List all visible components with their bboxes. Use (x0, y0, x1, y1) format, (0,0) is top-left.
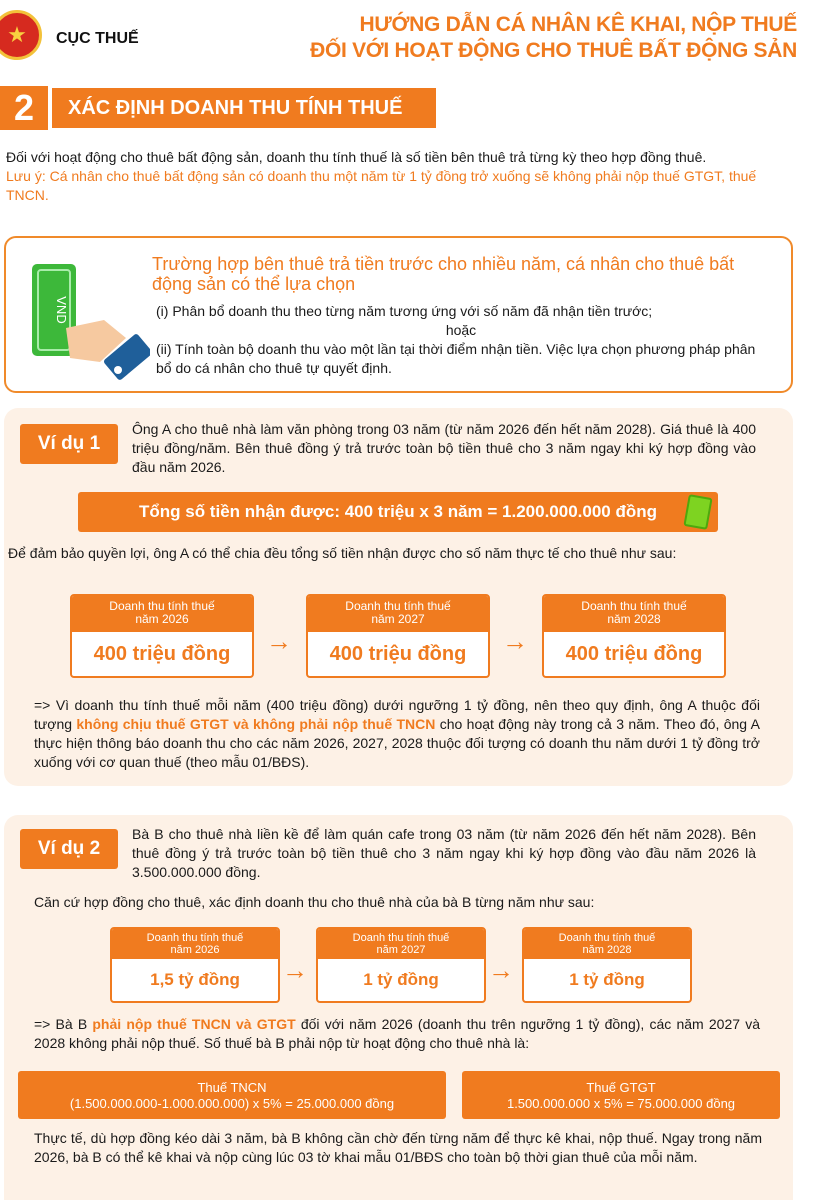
section-number: 2 (0, 86, 48, 130)
gtgt-tax-calc: 1.500.000.000 x 5% = 75.000.000 đồng (506, 1096, 736, 1111)
tncn-tax-calc: (1.500.000.000-1.000.000.000) x 5% = 25.000.000 đồng (69, 1096, 395, 1111)
option-2: (ii) Tính toàn bộ doanh thu vào một lần tại thời điểm nhận tiền. Việc lựa chọn phương pháp phân bổ do cá nhân cho thuê tự quyết định. (156, 341, 756, 376)
year-card-2028 (542, 594, 726, 678)
case-options (156, 302, 766, 378)
national-emblem-icon: ★ (0, 10, 42, 60)
year-card-2026 (110, 927, 280, 1003)
prepayment-case-box (4, 236, 793, 393)
svg-text:VND: VND (54, 296, 69, 324)
cash-hand-icon (30, 258, 150, 388)
year-card-value: 400 triệu đồng (329, 643, 467, 665)
year-card-value: 1 tỷ đồng (363, 970, 439, 989)
title-line-1: HƯỚNG DẪN CÁ NHÂN KÊ KHAI, NỘP THUẾ (359, 13, 797, 36)
year-card-header: Doanh thu tính thuế năm 2027 (308, 596, 488, 632)
year-card-value: 400 triệu đồng (565, 643, 703, 665)
example-1-lead: Để đảm bảo quyền lợi, ông A có thể chia đều tổng số tiền nhận được cho số năm thực tế cho thuê như sau: (8, 545, 677, 561)
arrow-right-icon: → (266, 626, 292, 656)
option-or: hoặc (445, 322, 477, 338)
arrow-right-icon: → (282, 955, 308, 985)
arrow-right-icon: → (502, 626, 528, 656)
example-2-final-note: Thực tế, dù hợp đồng kéo dài 3 năm, bà B không cần chờ đến từng năm để thực kê khai, nộp thuế. Ngay trong năm 2026, bà B có thể kê khai và nộp cùng lúc 03 tờ khai mẫu 01/BĐS cho toàn bộ thời gian thuê của mỗi năm. (34, 1130, 762, 1165)
tncn-tax-card (18, 1071, 446, 1119)
gtgt-tax-card (462, 1071, 780, 1119)
year-card-header: Doanh thu tính thuế năm 2026 (72, 596, 252, 632)
example-1-conclusion: => Vì doanh thu tính thuế mỗi năm (400 triệu đồng) dưới ngưỡng 1 tỷ đồng, nên theo quy định, ông A thuộc đối tượng không chịu thuế GTGT và không phải nộp thuế TNCN cho hoạt động này trong cả 3 năm. Theo đó, ông A thực hiện thông báo doanh thu cho các năm 2026, 2027, 2028 thuộc đối tượng có doanh thu năm dưới 1 tỷ đồng trở xuống với cơ quan thuế (theo mẫu 01/BĐS). (34, 697, 760, 770)
option-1: (i) Phân bổ doanh thu theo từng năm tương ứng với số năm đã nhận tiền trước; (156, 303, 653, 319)
example-2-description: Bà B cho thuê nhà liền kề để làm quán cafe trong 03 năm (từ năm 2026 đến hết năm 2028). Bên thuê đồng ý trả trước toàn bộ tiền thuê cho 3 năm ngay khi ký hợp đồng vào đầu năm 2026 là 3.500.000.000 đồng. (132, 826, 756, 880)
total-received-text: Tổng số tiền nhận được: 400 triệu x 3 năm = 1.200.000.000 đồng (138, 502, 658, 521)
example-1-description: Ông A cho thuê nhà làm văn phòng trong 03 năm (từ năm 2026 đến hết năm 2028). Giá thuê là 400 triệu đồng/năm. Bên thuê đồng ý trả trước toàn bộ tiền thuê cho 3 năm ngay khi ký hợp đồng vào đầu năm 2026. (132, 421, 756, 475)
gtgt-tax-title: Thuế GTGT (586, 1080, 656, 1095)
intro-note: Lưu ý: Cá nhân cho thuê bất động sản có doanh thu một năm từ 1 tỷ đồng trở xuống sẽ không phải nộp thuế GTGT, thuế TNCN. (6, 168, 757, 203)
example-2-lead: Căn cứ hợp đồng cho thuê, xác định doanh thu cho thuê nhà của bà B từng năm như sau: (34, 894, 595, 910)
year-card-2026 (70, 594, 254, 678)
section-header (0, 86, 440, 130)
example-1-label: Ví dụ 1 (20, 424, 118, 464)
section-title: XÁC ĐỊNH DOANH THU TÍNH THUẾ (52, 88, 436, 128)
example-2-panel (4, 815, 793, 1200)
intro-paragraph: Đối với hoạt động cho thuê bất động sản, doanh thu tính thuế là số tiền bên thuê trả từng kỳ theo hợp đồng thuê. (6, 149, 707, 165)
year-card-header: Doanh thu tính thuế năm 2027 (318, 929, 484, 959)
arrow-right-icon: → (488, 955, 514, 985)
example-2-label: Ví dụ 2 (20, 829, 118, 869)
example-1-panel (4, 408, 793, 786)
year-card-header: Doanh thu tính thuế năm 2026 (112, 929, 278, 959)
tncn-tax-title: Thuế TNCN (197, 1080, 267, 1095)
year-card-value: 1 tỷ đồng (569, 970, 645, 989)
page-title (310, 12, 797, 64)
case-title: Trường hợp bên thuê trả tiền trước cho nhiều năm, cá nhân cho thuê bất động sản có thể lựa chọn (152, 254, 735, 294)
example-2-conclusion: => Bà B phải nộp thuế TNCN và GTGT đối với năm 2026 (doanh thu trên ngưỡng 1 tỷ đồng), các năm 2027 và 2028 không phải nộp thuế. Số thuế bà B phải nộp từ hoạt động cho thuê nhà là: (34, 1016, 760, 1051)
year-card-2027 (306, 594, 490, 678)
year-card-value: 400 triệu đồng (93, 643, 231, 665)
title-line-2: ĐỐI VỚI HOẠT ĐỘNG CHO THUÊ BẤT ĐỘNG SẢN (310, 39, 797, 62)
year-card-2028 (522, 927, 692, 1003)
year-card-header: Doanh thu tính thuế năm 2028 (544, 596, 724, 632)
agency-name: CỤC THUẾ (56, 30, 139, 47)
total-received-bar (78, 492, 718, 532)
year-card-header: Doanh thu tính thuế năm 2028 (524, 929, 690, 959)
intro (6, 148, 796, 205)
year-card-2027 (316, 927, 486, 1003)
banknote-icon (683, 494, 712, 530)
header (0, 0, 819, 80)
year-card-value: 1,5 tỷ đồng (150, 970, 240, 989)
